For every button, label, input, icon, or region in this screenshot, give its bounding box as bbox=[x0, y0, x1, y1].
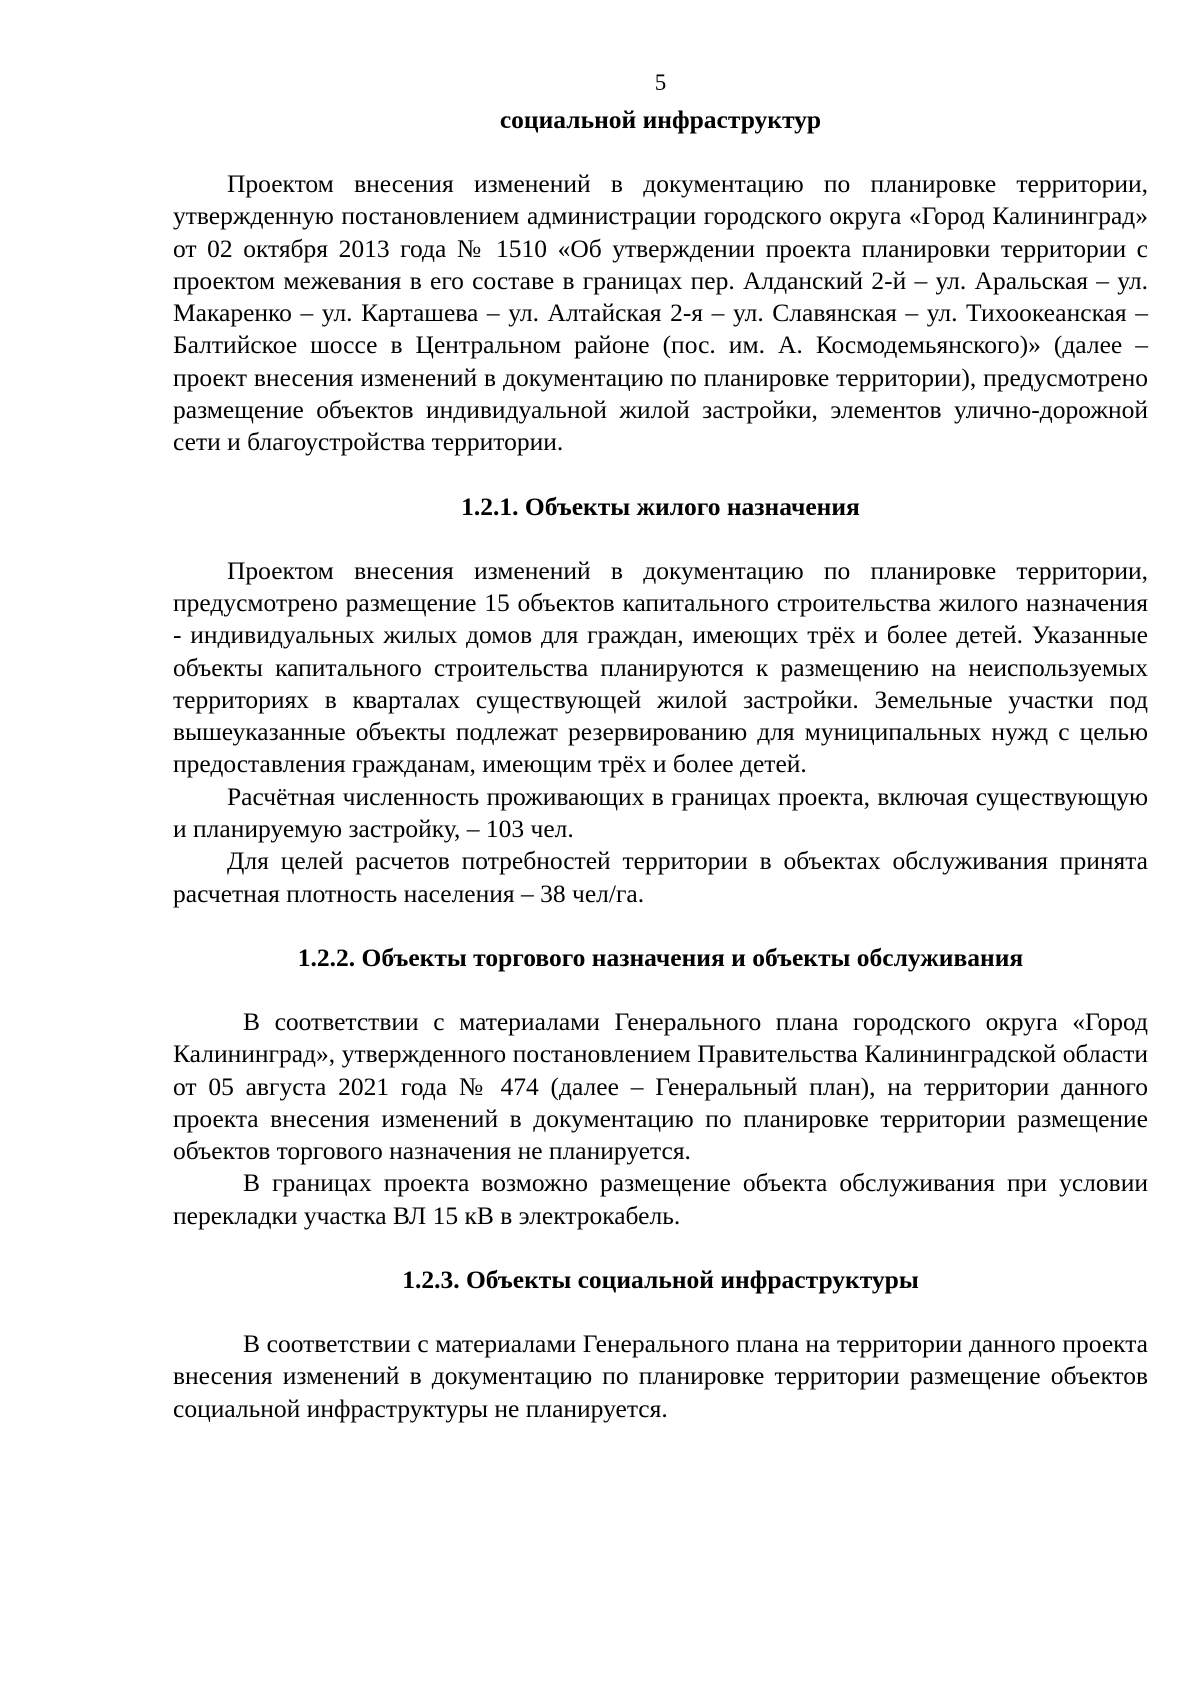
residential-paragraph-1: Проектом внесения изменений в документацию по планировке территории, предусмотрено размещение 15 объектов капитального строительства жилого назначения - индивидуальных жилых домов для граждан, имеющих трёх и более детей. Указанные объекты капитального строительства планируются к размещению на неиспользуемых территориях в кварталах существующей жилой застройки. Земельные участки под вышеуказанные объекты подлежат резервированию для муниципальных нужд с целью предоставления гражданам, имеющим трёх и более детей. bbox=[173, 555, 1148, 779]
continued-heading: социальной инфраструктур bbox=[499, 105, 822, 134]
page-number: 5 bbox=[654, 70, 667, 95]
document-page bbox=[173, 68, 1148, 1425]
residential-paragraph-3: Для целей расчетов потребностей территории в объектах обслуживания принята расчетная плотность населения – 38 чел/га. bbox=[173, 846, 1148, 908]
social-paragraph-1: В соответствии с материалами Генерального плана на территории данного проекта внесения изменений в документацию по планировке территории размещение объектов социальной инфраструктуры не планируется. bbox=[173, 1329, 1148, 1423]
intro-paragraph: Проектом внесения изменений в документацию по планировке территории, утвержденную постановлением администрации городского округа «Город Калининград» от 02 октября 2013 года № 1510 «Об утверждении проекта планировки территории с проектом межевания в его составе в границах пер. Алданский 2-й – ул. Аральская – ул. Макаренко – ул. Карташева – ул. Алтайская 2-я – ул. Славянская – ул. Тихоокеанская – Балтийское шоссе в Центральном районе (пос. им. А. Космодемьянского)» (далее – проект внесения изменений в документацию по планировке территории), предусмотрено размещение объектов индивидуальной жилой застройки, элементов улично-дорожной сети и благоустройства территории. bbox=[173, 169, 1148, 457]
commercial-paragraph-2: В границах проекта возможно размещение объекта обслуживания при условии перекладки участка ВЛ 15 кВ в электрокабель. bbox=[173, 1168, 1148, 1230]
section-heading-commercial: 1.2.2. Объекты торгового назначения и объекты обслуживания bbox=[297, 942, 1024, 972]
residential-paragraph-2: Расчётная численность проживающих в границах проекта, включая существующую и планируемую застройку, – 103 чел. bbox=[173, 781, 1148, 844]
commercial-paragraph-1: В соответствии с материалами Генерального плана городского округа «Город Калининград», утвержденного постановлением Правительства Калининградской области от 05 августа 2021 года № 474 (далее – Генеральный план), на территории данного проекта внесения изменений в документацию по планировке территории размещение объектов торгового назначения не планируется. bbox=[173, 1006, 1148, 1166]
section-heading-social: 1.2.3. Объекты социальной инфраструктуры bbox=[402, 1265, 919, 1295]
section-heading-residential: 1.2.1. Объекты жилого назначения bbox=[461, 491, 860, 521]
